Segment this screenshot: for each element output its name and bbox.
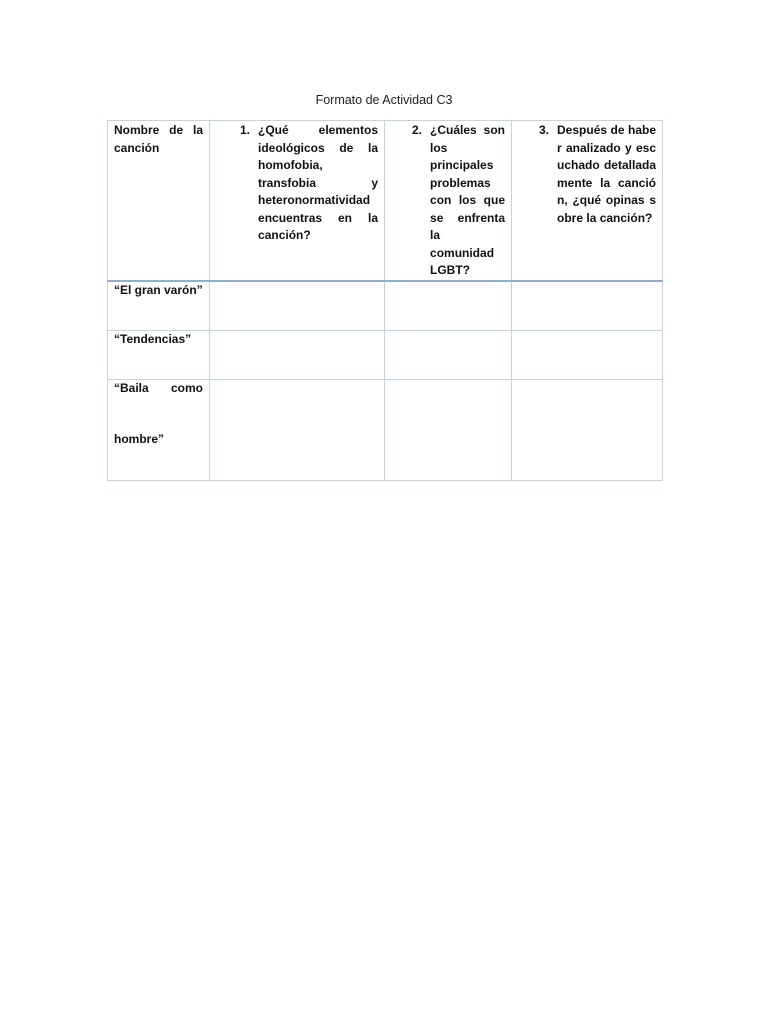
song-name-line-1 (114, 380, 203, 398)
answer-cell (210, 281, 385, 331)
song-name-word: como (170, 380, 203, 395)
header-question-1 (210, 121, 385, 281)
song-cell (108, 330, 210, 379)
answer-cell (385, 379, 512, 480)
header-question-2 (385, 121, 512, 281)
song-name: “El gran varón” (114, 282, 203, 297)
song-cell (108, 281, 210, 331)
song-name-line-2: hombre” (114, 432, 165, 446)
answer-cell (210, 330, 385, 379)
answer-cell (210, 379, 385, 480)
table-row (108, 281, 663, 331)
question-1-text: ¿Qué elementos ideológicos de la homofobia, transfobia y heteronormatividad encuentras en la canción? (258, 123, 378, 242)
song-name-word: “Baila (114, 380, 149, 395)
answer-cell (512, 330, 663, 379)
question-1-number: 1. (240, 123, 251, 137)
header-song-name (108, 121, 210, 281)
activity-table (107, 120, 663, 481)
table-row (108, 330, 663, 379)
document-title: Formato de Actividad C3 (315, 93, 453, 107)
table-header-row (108, 121, 663, 281)
header-song-name-label: Nombre de la canción (114, 123, 203, 155)
question-3-number: 3. (539, 123, 550, 137)
song-name: “Tendencias” (114, 331, 192, 346)
answer-cell (385, 330, 512, 379)
answer-cell (385, 281, 512, 331)
question-2-number: 2. (412, 123, 423, 137)
question-3-text: Después de haber analizado y escuchado detalladamente la canción, ¿qué opinas sobre la canción? (557, 123, 656, 225)
song-cell (108, 379, 210, 480)
question-2-text: ¿Cuáles son los principales problemas con los que se enfrenta la comunidad LGBT? (430, 123, 505, 277)
header-question-3 (512, 121, 663, 281)
table-row (108, 379, 663, 480)
answer-cell (512, 281, 663, 331)
answer-cell (512, 379, 663, 480)
